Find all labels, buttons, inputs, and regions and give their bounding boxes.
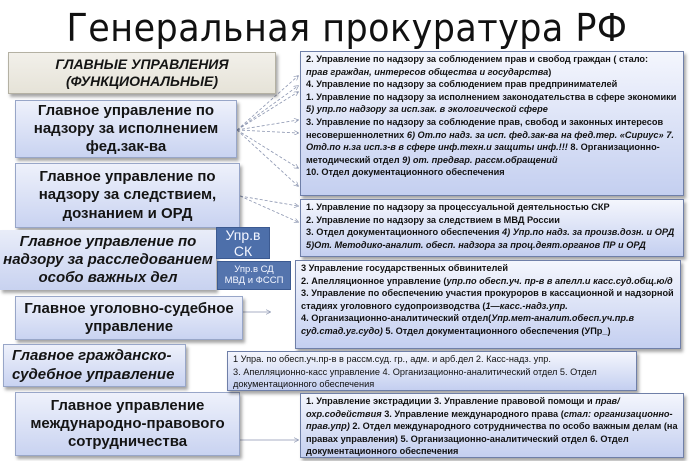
- unit-text: 1 Упра. по обесп.уч.пр-в в рассм.суд. гр., адм. и арб.дел 2. Касс-надз. упр.: [233, 354, 551, 364]
- unit-text: 3. Управление по обеспечению участия прокуроров в кассационной и надзорной стадиях уголовного судопроизводства (: [301, 288, 674, 311]
- unit-text: 4. Организационно-аналитический отдел(: [301, 313, 492, 324]
- box-line: Главное управление по: [37, 101, 215, 119]
- unit-text: 6) От.по надз. за исп. фед.зак-ва на фед.тер. «Сириус»: [406, 129, 664, 140]
- box-directorate-in-sk[interactable]: [216, 227, 270, 259]
- box-line: надзору за расследованием: [3, 250, 213, 268]
- unit-text: 2. Отдел международного сотрудничества по особо важным делам (на правах управления) 5. Организационно-аналитический отдел 6. Отдел документационного обеспечения: [306, 421, 678, 457]
- unit-text: 3. Апелляционно-касс управление 4. Организационно-аналитический отдел 5. Отдел документационного обеспечения: [233, 366, 597, 390]
- box-directorate-in-mvd-fssp[interactable]: [217, 261, 291, 290]
- unit-text: 10. Отдел документационного обеспечения: [306, 167, 505, 178]
- unit-text: 2. Управление по надзору за соблюдением прав и свобод граждан ( стало:: [306, 54, 649, 64]
- box-investigation-supervision[interactable]: [15, 163, 240, 228]
- units-fed-law-supervision: [300, 51, 684, 196]
- unit-text: 3. Управление международного права (: [381, 408, 564, 419]
- unit-text: 4. Управление по надзору за соблюдением прав предпринимателей: [306, 79, 618, 90]
- unit-text: 7. Отд.по н.за исп.з-в в сфере инф.техн.и защиты инф.!!!: [306, 129, 674, 153]
- box-line: судебное управление: [12, 365, 175, 383]
- unit-text: 2. Управление по надзору за следствием в МВД России: [306, 214, 560, 225]
- box-line: Главное управление: [50, 396, 205, 414]
- box-line: Главное управление по: [19, 232, 197, 250]
- unit-text: 3 Управление государственных обвинителей: [301, 263, 508, 273]
- box-line: особо важных дел: [38, 269, 178, 287]
- box-important-cases-supervision[interactable]: [0, 230, 216, 290]
- box-line: Главное уголовно-судебное: [24, 299, 234, 317]
- unit-text: 1. Управление экстрадиции 3. Управление правовой помощи и: [306, 396, 596, 406]
- box-international-cooperation[interactable]: [15, 392, 240, 456]
- unit-text: упр.по обесп.уч. пр-в в апелл.и касс.суд.общ.ю/д: [446, 275, 673, 286]
- header-line-1: ГЛАВНЫЕ УПРАВЛЕНИЯ: [55, 55, 229, 72]
- units-criminal-judicial: [295, 260, 681, 349]
- functional-directorates-header: [8, 52, 276, 94]
- unit-text: 2. Апелляционное управление (: [301, 275, 447, 286]
- box-civil-judicial[interactable]: [3, 344, 186, 387]
- unit-text: 3. Отдел документационного обеспечения: [306, 227, 503, 238]
- unit-text: стал: организационно-прав.упр): [306, 408, 673, 432]
- unit-text: Управление по надзору за исполнением законодательства в сфере экономики: [313, 91, 677, 102]
- unit-text: ): [548, 66, 552, 77]
- unit-text: 1.: [306, 91, 314, 102]
- box-line: Упр.в: [225, 226, 261, 243]
- box-line: международно-правового: [30, 414, 225, 432]
- unit-text: 5. Отдел документационного обеспечения (УПр_): [382, 325, 611, 336]
- header-line-2: (ФУНКЦИОНАЛЬНЫЕ): [65, 73, 219, 89]
- unit-text: прав/охр.содействия: [306, 396, 620, 419]
- unit-text: 8. Организационно-методический отдел: [306, 142, 660, 165]
- unit-text: прав граждан, интересов общества и государства: [306, 66, 549, 77]
- box-line: управление: [84, 318, 174, 335]
- box-line: Главное управление по: [39, 168, 216, 186]
- unit-text: 1. Управление по надзору за процессуальной деятельностью СКР: [306, 202, 610, 212]
- page-title: Генеральная прокуратура РФ: [66, 6, 628, 50]
- box-line: дознанием и ОРД: [62, 204, 193, 222]
- box-line: надзору за исполнением: [33, 119, 219, 137]
- box-line: СК: [233, 243, 253, 259]
- unit-text: 5) упр.по надзору за исп.зак. в экологической сфере: [306, 104, 548, 115]
- box-line: фед.зак-ва: [85, 138, 167, 156]
- unit-text: 9) от. предвар. рассм.обращений: [402, 154, 558, 165]
- box-line: надзору за следствием,: [38, 186, 217, 204]
- box-line: сотрудничества: [67, 433, 188, 451]
- unit-text: 4) Упр.по надз. за произв.дозн. и ОРД 5)От. Методико-аналит. обесп. надзора за проц.деят.органов ПР и ОРД: [306, 227, 675, 250]
- units-civil-judicial: [227, 351, 637, 391]
- units-international-cooperation: [300, 393, 684, 458]
- box-criminal-judicial[interactable]: [15, 296, 243, 340]
- box-line: Главное гражданско-: [12, 347, 172, 365]
- unit-text: Упр.мет-аналит.обесп.уч.пр.в суд.стад.уг.судо): [301, 313, 635, 336]
- unit-text: 1—касс.-надз.упр.: [485, 300, 568, 311]
- box-line: МВД и ФССП: [224, 274, 284, 286]
- box-line: Упр.в СД: [234, 263, 274, 275]
- units-investigation-supervision: [300, 199, 684, 257]
- unit-text: 3. Управление по надзору за соблюдение прав, свобод и законных интересов несовершеннолетних: [306, 116, 664, 140]
- box-fed-law-supervision[interactable]: [15, 100, 237, 158]
